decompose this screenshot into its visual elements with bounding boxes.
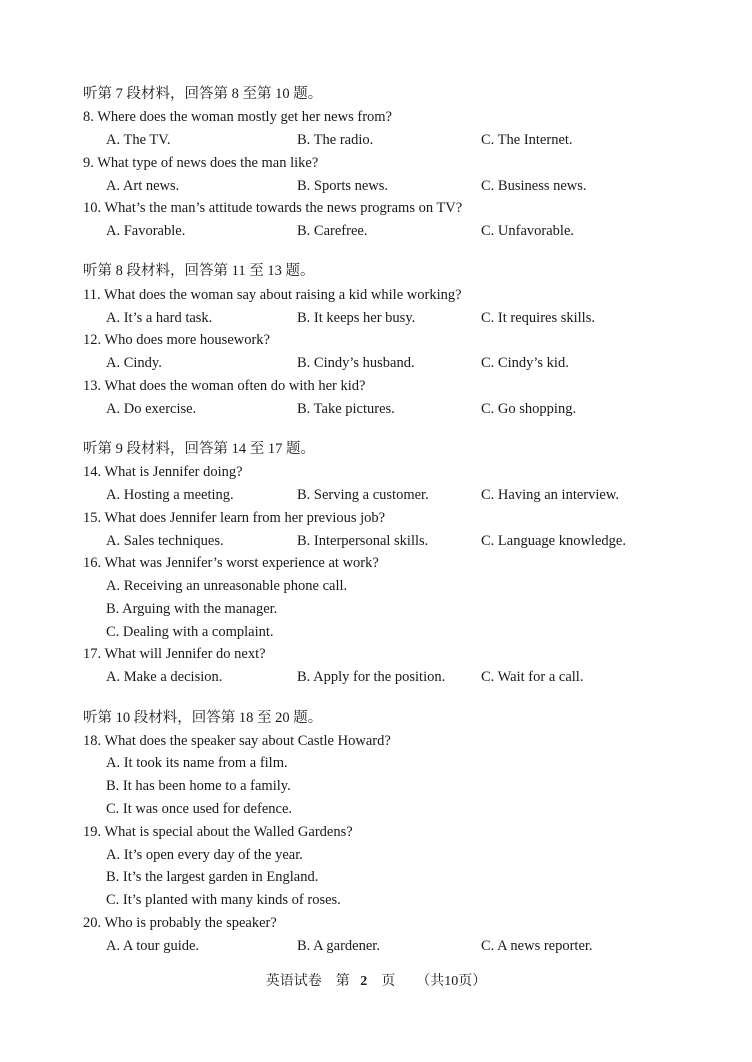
option-b: B. Interpersonal skills.: [297, 533, 429, 549]
footer-page-prefix: 第: [335, 974, 350, 989]
section-heading: 听第 7 段材料，回答第 8 至第 10 题。: [83, 86, 323, 102]
question: 9. What type of news does the man like?: [83, 155, 319, 171]
question: 18. What does the speaker say about Castle Howard?: [83, 733, 391, 749]
option-c: C. A news reporter.: [481, 938, 593, 954]
options-row: [0, 485, 752, 505]
option-b: B. A gardener.: [297, 938, 380, 954]
question: 10. What’s the man’s attitude towards the news programs on TV?: [83, 200, 463, 216]
option-c: C. It requires skills.: [481, 310, 595, 326]
question: 20. Who is probably the speaker?: [83, 915, 277, 931]
option-c: C. Go shopping.: [481, 401, 577, 417]
question: 16. What was Jennifer’s worst experience at work?: [83, 555, 379, 571]
section-heading: 听第 9 段材料，回答第 14 至 17 题。: [83, 441, 315, 457]
option-b: B. Take pictures.: [297, 401, 395, 417]
option-a: A. Favorable.: [106, 223, 186, 239]
option-line: [0, 576, 752, 596]
option-c: C. It was once used for defence.: [106, 801, 293, 817]
option-b: B. Carefree.: [297, 223, 368, 239]
page-footer: [0, 972, 752, 992]
option-a: A. Hosting a meeting.: [106, 487, 234, 503]
options-row: [0, 531, 752, 551]
option-a: A. It’s a hard task.: [106, 310, 213, 326]
option-b: B. Cindy’s husband.: [297, 355, 415, 371]
option-a: A. Make a decision.: [106, 669, 223, 685]
options-row: [0, 130, 752, 150]
option-line: [0, 776, 752, 796]
option-b: B. Serving a customer.: [297, 487, 429, 503]
question: 8. Where does the woman mostly get her news from?: [83, 109, 392, 125]
option-a: A. Sales techniques.: [106, 533, 224, 549]
options-row: [0, 353, 752, 373]
option-b: B. The radio.: [297, 132, 374, 148]
options-row: [0, 176, 752, 196]
option-a: A. Cindy.: [106, 355, 162, 371]
options-row: [0, 308, 752, 328]
option-c: C. Business news.: [481, 178, 587, 194]
option-c: C. It’s planted with many kinds of roses.: [106, 892, 341, 908]
option-a: A. It’s open every day of the year.: [106, 847, 303, 863]
option-c: C. Unfavorable.: [481, 223, 575, 239]
option-line: [0, 799, 752, 819]
option-c: C. Having an interview.: [481, 487, 619, 503]
option-c: C. Wait for a call.: [481, 669, 584, 685]
option-b: B. Sports news.: [297, 178, 389, 194]
option-a: A. It took its name from a film.: [106, 755, 288, 771]
option-a: A. Do exercise.: [106, 401, 197, 417]
footer-page-number: 2: [360, 974, 368, 989]
option-line: [0, 753, 752, 773]
option-c: C. Language knowledge.: [481, 533, 626, 549]
option-line: [0, 890, 752, 910]
options-row: [0, 221, 752, 241]
option-b: B. It’s the largest garden in England.: [106, 869, 319, 885]
footer-total-pages: （共10页）: [416, 974, 487, 989]
options-row: [0, 667, 752, 687]
option-b: B. Arguing with the manager.: [106, 601, 278, 617]
options-row: [0, 936, 752, 956]
option-a: A. Art news.: [106, 178, 180, 194]
options-row: [0, 399, 752, 419]
option-b: B. Apply for the position.: [297, 669, 446, 685]
question: 11. What does the woman say about raising a kid while working?: [83, 287, 462, 303]
question: 12. Who does more housework?: [83, 332, 270, 348]
question: 15. What does Jennifer learn from her previous job?: [83, 510, 386, 526]
option-line: [0, 867, 752, 887]
section-heading: 听第 10 段材料，回答第 18 至 20 题。: [83, 710, 323, 726]
option-c: C. Cindy’s kid.: [481, 355, 569, 371]
option-c: C. Dealing with a complaint.: [106, 624, 274, 640]
section-heading: 听第 8 段材料，回答第 11 至 13 题。: [83, 263, 315, 279]
option-a: A. Receiving an unreasonable phone call.: [106, 578, 348, 594]
option-a: A. A tour guide.: [106, 938, 200, 954]
option-line: [0, 845, 752, 865]
option-b: B. It has been home to a family.: [106, 778, 291, 794]
question: 13. What does the woman often do with her kid?: [83, 378, 366, 394]
option-a: A. The TV.: [106, 132, 171, 148]
question: 17. What will Jennifer do next?: [83, 646, 266, 662]
footer-subject: 英语试卷: [265, 974, 322, 989]
question: 14. What is Jennifer doing?: [83, 464, 243, 480]
option-line: [0, 599, 752, 619]
question: 19. What is special about the Walled Gardens?: [83, 824, 353, 840]
option-b: B. It keeps her busy.: [297, 310, 416, 326]
option-c: C. The Internet.: [481, 132, 573, 148]
footer-page-suffix: 页: [381, 974, 396, 989]
option-line: [0, 622, 752, 642]
